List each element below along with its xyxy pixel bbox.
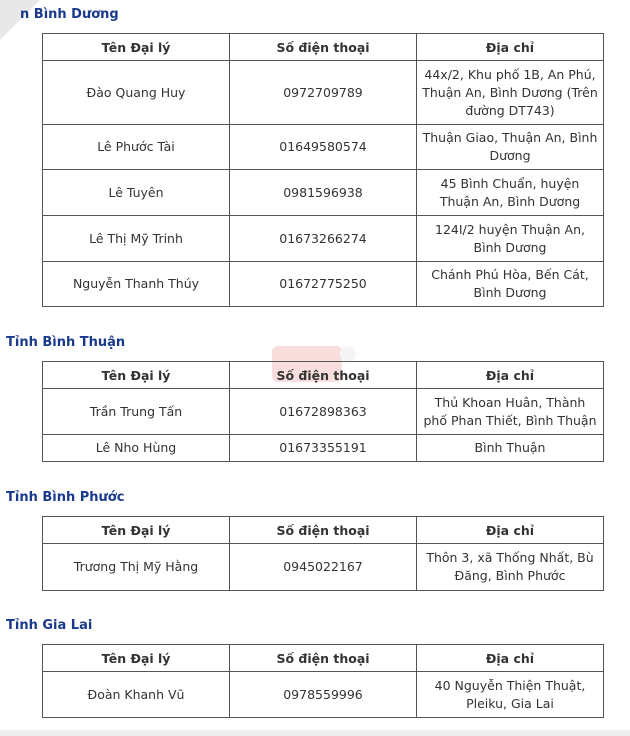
dealer-name: Trần Trung Tấn — [43, 389, 230, 435]
table-row — [43, 170, 604, 216]
table-header-row — [43, 362, 604, 389]
dealer-phone: 0981596938 — [230, 170, 417, 216]
table-row — [43, 435, 604, 462]
section-title: Tỉnh Bình Phước — [6, 490, 125, 505]
table-row — [43, 61, 604, 125]
table-row — [43, 672, 604, 718]
dealer-table — [42, 33, 604, 307]
header-dealer-name: Tên Đại lý — [43, 517, 230, 544]
dealer-phone: 0978559996 — [230, 672, 417, 718]
table-header-row — [43, 645, 604, 672]
dealer-phone: 01649580574 — [230, 125, 417, 170]
dealer-name: Lê Nho Hùng — [43, 435, 230, 462]
dealer-address: Bình Thuận — [417, 435, 604, 462]
section-title: Tỉnh Gia Lai — [6, 618, 93, 633]
table-header-row — [43, 517, 604, 544]
dealer-phone: 01672775250 — [230, 262, 417, 307]
dealer-address: Thủ Khoan Huân, Thành phố Phan Thiết, Bình Thuận — [417, 389, 604, 435]
table-row — [43, 262, 604, 307]
table-row — [43, 389, 604, 435]
dealer-phone: 0972709789 — [230, 61, 417, 125]
table-header-row — [43, 34, 604, 61]
dealer-phone: 01672898363 — [230, 389, 417, 435]
dealer-address: 40 Nguyễn Thiện Thuật, Pleiku, Gia Lai — [417, 672, 604, 718]
header-phone: Số điện thoại — [230, 517, 417, 544]
table-row — [43, 125, 604, 170]
dealer-address: 45 Bình Chuẩn, huyện Thuận An, Bình Dương — [417, 170, 604, 216]
header-address: Địa chỉ — [417, 362, 604, 389]
dealer-address: 44x/2, Khu phố 1B, An Phú, Thuận An, Bình Dương (Trên đường DT743) — [417, 61, 604, 125]
page-bottom-edge — [0, 730, 630, 736]
header-phone: Số điện thoại — [230, 362, 417, 389]
dealer-name: Trương Thị Mỹ Hằng — [43, 544, 230, 591]
header-dealer-name: Tên Đại lý — [43, 34, 230, 61]
header-phone: Số điện thoại — [230, 645, 417, 672]
table-row — [43, 544, 604, 591]
table-row — [43, 216, 604, 262]
header-address: Địa chỉ — [417, 645, 604, 672]
dealer-name: Đoàn Khanh Vũ — [43, 672, 230, 718]
header-dealer-name: Tên Đại lý — [43, 645, 230, 672]
dealer-name: Lê Tuyên — [43, 170, 230, 216]
dealer-phone: 01673355191 — [230, 435, 417, 462]
dealer-table — [42, 644, 604, 718]
section-title: n Bình Dương — [20, 7, 119, 22]
section-title: Tỉnh Bình Thuận — [6, 335, 126, 350]
dealer-phone: 0945022167 — [230, 544, 417, 591]
dealer-address: Thuận Giao, Thuận An, Bình Dương — [417, 125, 604, 170]
dealer-name: Nguyễn Thanh Thúy — [43, 262, 230, 307]
dealer-address: Chánh Phú Hòa, Bến Cát, Bình Dương — [417, 262, 604, 307]
header-phone: Số điện thoại — [230, 34, 417, 61]
dealer-table — [42, 516, 604, 591]
dealer-address: Thôn 3, xã Thống Nhất, Bù Đăng, Bình Phước — [417, 544, 604, 591]
dealer-phone: 01673266274 — [230, 216, 417, 262]
dealer-name: Lê Thị Mỹ Trinh — [43, 216, 230, 262]
header-address: Địa chỉ — [417, 34, 604, 61]
dealer-address: 124I/2 huyện Thuận An, Bình Dương — [417, 216, 604, 262]
dealer-table — [42, 361, 604, 462]
header-address: Địa chỉ — [417, 517, 604, 544]
dealer-name: Đào Quang Huy — [43, 61, 230, 125]
dealer-name: Lê Phước Tài — [43, 125, 230, 170]
header-dealer-name: Tên Đại lý — [43, 362, 230, 389]
